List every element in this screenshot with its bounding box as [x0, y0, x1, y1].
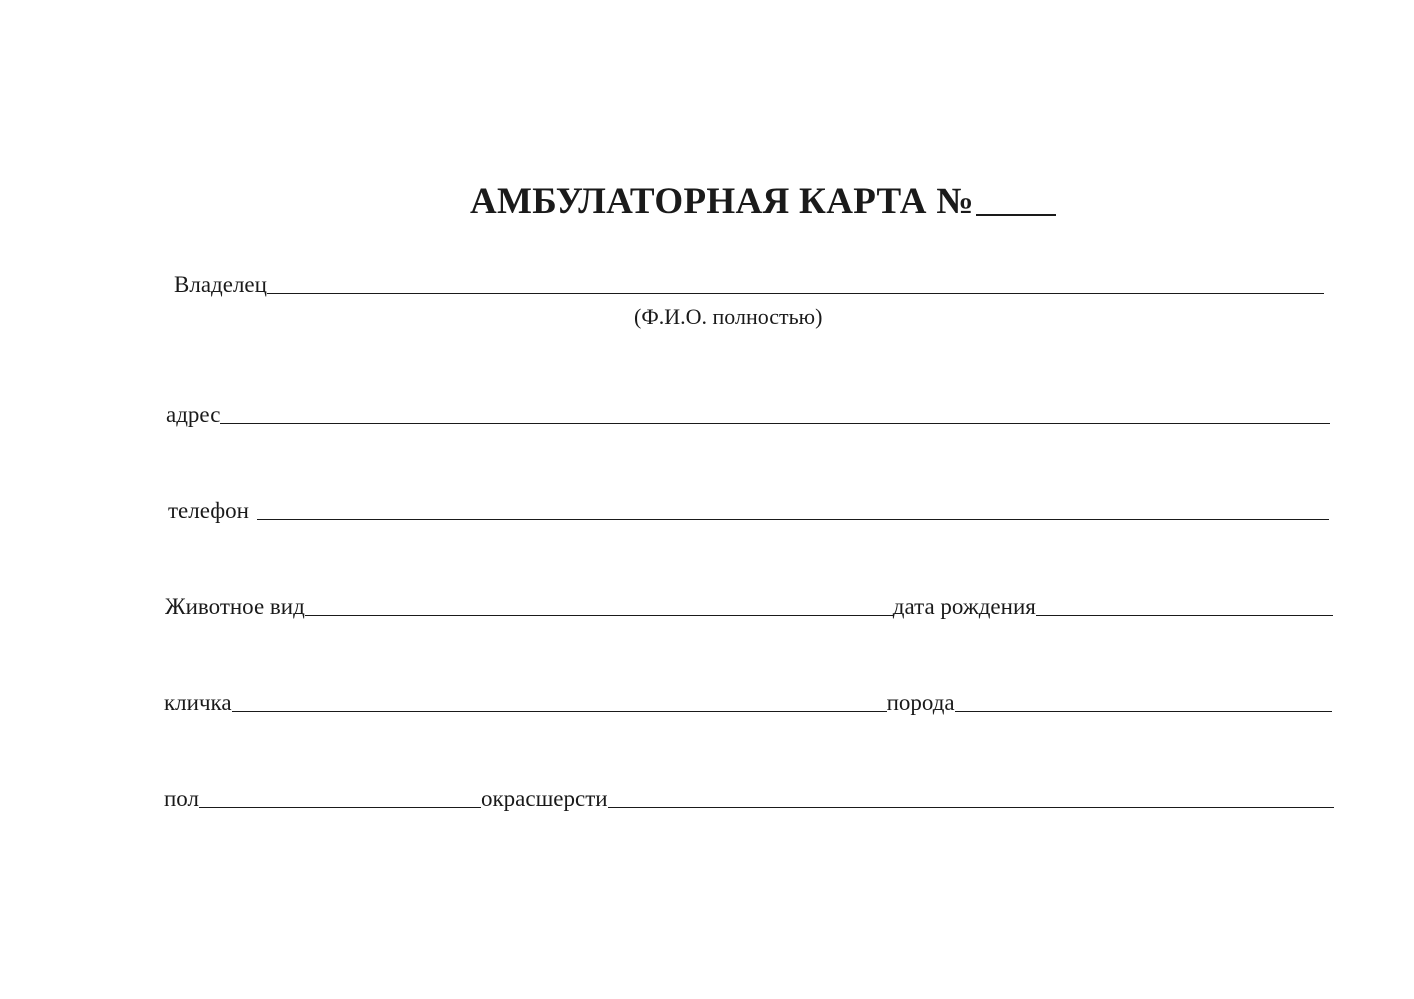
owner-field[interactable] [267, 292, 1324, 294]
form-title: АМБУЛАТОРНАЯ КАРТА № [470, 181, 974, 222]
nickname-field[interactable] [232, 710, 887, 712]
phone-row [168, 496, 1329, 526]
species-field[interactable] [305, 614, 893, 616]
address-row [166, 400, 1330, 430]
sex-label: пол [164, 786, 199, 811]
form-title-row [470, 170, 1056, 220]
owner-hint: (Ф.И.О. полностью) [634, 304, 823, 329]
birthdate-label: дата рождения [892, 594, 1036, 619]
nickname-row [164, 688, 1332, 718]
breed-label: порода [886, 690, 955, 715]
phone-field[interactable] [257, 518, 1329, 520]
owner-row [174, 270, 1324, 300]
nickname-label: кличка [164, 690, 232, 715]
sex-color-row [164, 784, 1334, 814]
species-label: Животное вид [165, 594, 305, 619]
owner-label: Владелец [174, 272, 267, 297]
sex-field[interactable] [199, 806, 481, 808]
address-label: адрес [166, 402, 221, 427]
animal-row [165, 592, 1333, 622]
card-number-field[interactable] [976, 214, 1056, 216]
phone-label: телефон [168, 498, 249, 523]
address-field[interactable] [220, 422, 1330, 424]
color-field[interactable] [608, 806, 1334, 808]
birthdate-field[interactable] [1036, 614, 1333, 616]
color-label: окрасшерсти [480, 786, 608, 811]
breed-field[interactable] [955, 710, 1332, 712]
